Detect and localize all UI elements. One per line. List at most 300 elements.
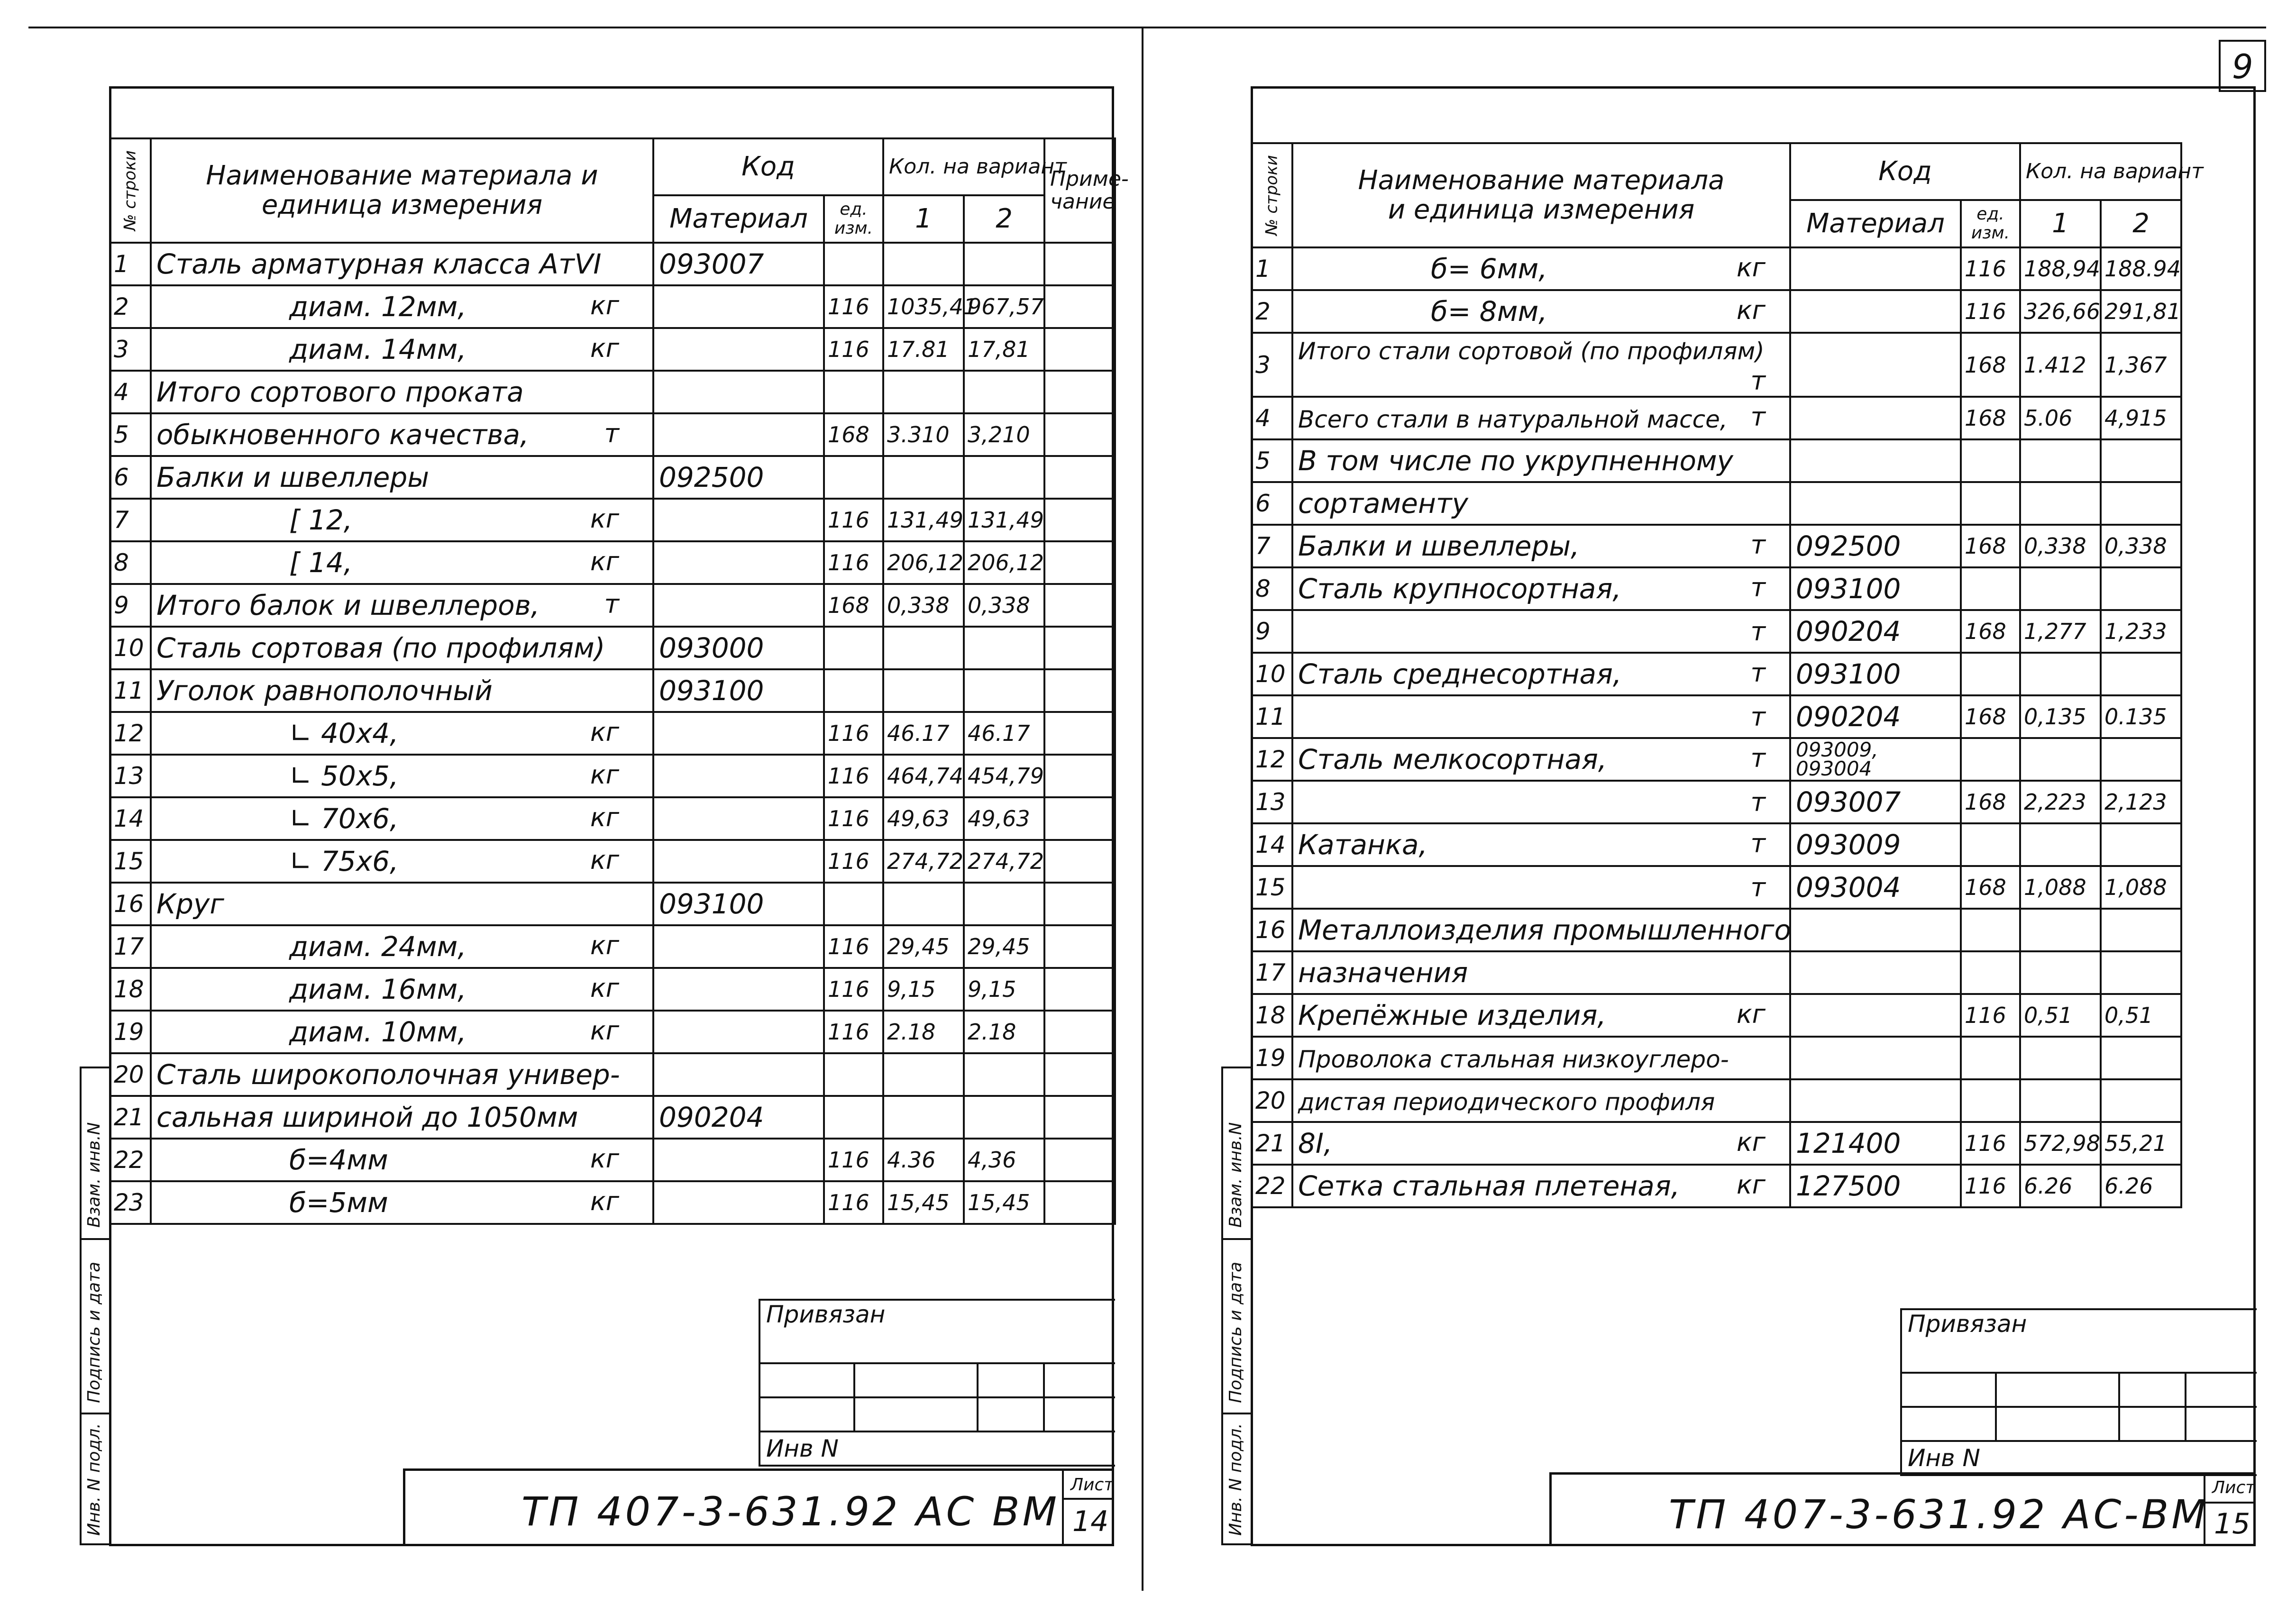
row-qty-v2: 49,63 [964,797,1044,840]
row-unit-word: т [1750,743,1765,773]
row-name: Сталь среднесортная, [1298,658,1622,690]
row-unit-code: 116 [824,1181,883,1224]
row-name: Сталь арматурная класса АтVI [156,248,602,280]
table-row [110,584,1115,627]
row-number: 18 [1252,994,1292,1037]
row-number: 1 [1252,247,1292,290]
table-row [110,712,1115,755]
row-qty-v1 [2020,653,2101,695]
row-qty-v1: 131,49 [883,499,964,541]
table-row [110,1053,1115,1096]
table-row [1252,1165,2181,1207]
row-name: ∟ 70х6, [289,802,399,835]
left-side-sep1 [80,1238,111,1240]
row-qty-v1: 326,66 [2020,290,2101,333]
table-row [1252,525,2181,567]
row-unit-word: т [1750,872,1765,903]
row-number: 15 [1252,866,1292,909]
row-unit-code: 116 [824,1011,883,1053]
row-name: Балки и швеллеры [156,461,430,493]
left-inv-label: Инв N [759,1432,1115,1466]
row-qty-v1: 1,088 [2020,866,2101,909]
row-unit-word: кг [590,504,619,534]
row-qty-v1: 6.26 [2020,1165,2101,1207]
row-number: 10 [1252,653,1292,695]
row-unit-code [824,371,883,413]
row-name-cell [151,968,653,1011]
table-row [1252,290,2181,333]
row-unit-word: т [1750,616,1765,647]
row-name-cell [151,413,653,456]
row-name: б=4мм [289,1144,388,1176]
row-code [1790,994,1961,1037]
row-qty-v2: 1,233 [2101,610,2181,653]
row-qty-v1: 9,15 [883,968,964,1011]
row-qty-v2: 29,45 [964,925,1044,968]
right-spec-table [1251,142,2204,1208]
row-unit-code [824,243,883,285]
row-note [1044,456,1115,499]
row-qty-v2: 967,57 [964,285,1044,328]
table-row [110,371,1115,413]
row-unit-code [1961,823,2020,866]
row-code: 093100 [653,669,824,712]
row-name: обыкновенного качества, [156,419,529,451]
row-number: 6 [110,456,151,499]
row-unit-code: 116 [824,968,883,1011]
row-note [1044,797,1115,840]
col-v1: 1 [883,195,964,243]
right-inv-label: Инв N [1901,1441,2257,1475]
row-qty-v1 [883,456,964,499]
row-number: 16 [110,883,151,925]
row-unit-code [824,883,883,925]
table-row [1252,951,2181,994]
table-row [110,1181,1115,1224]
row-number: 4 [110,371,151,413]
row-code [1790,1037,1961,1079]
row-unit-code: 168 [1961,610,2020,653]
table-row [1252,482,2181,525]
row-code: 093100 [653,883,824,925]
table-row [110,1096,1115,1139]
row-qty-v1: 2,223 [2020,781,2101,823]
row-qty-v2 [964,243,1044,285]
row-qty-v2: 46.17 [964,712,1044,755]
row-unit-code [824,456,883,499]
row-name: б= 6мм, [1431,253,1547,285]
row-name: Итого балок и швеллеров, [156,589,540,621]
row-name-cell [151,371,653,413]
table-row [1252,738,2181,781]
table-row [110,499,1115,541]
row-name: Проволока стальная низкоуглеро- [1298,1046,1729,1073]
row-qty-v2: 0,338 [2101,525,2181,567]
col-rownum: № строки [1252,143,1292,247]
col-unit: ед. изм. [1961,200,2020,247]
row-number: 8 [1252,567,1292,610]
row-name-cell [1292,247,1790,290]
row-unit-word: кг [590,845,619,875]
table-row [110,840,1115,883]
col-rownum: № строки [110,138,151,243]
row-unit-word: кг [590,1186,619,1216]
row-qty-v2: 3,210 [964,413,1044,456]
row-unit-code: 116 [1961,1165,2020,1207]
table-row [110,755,1115,797]
row-name-cell [151,1096,653,1139]
row-unit-word: т [1750,787,1765,817]
table-row [1252,909,2181,951]
row-number: 23 [110,1181,151,1224]
row-qty-v2: 1,088 [2101,866,2181,909]
row-number: 8 [110,541,151,584]
row-qty-v2 [964,371,1044,413]
row-name-cell [151,840,653,883]
row-qty-v2: 0,51 [2101,994,2181,1037]
row-code: 093009 [1790,823,1961,866]
table-row [110,1011,1115,1053]
row-name: диам. 16мм, [289,973,467,1005]
row-note [1044,755,1115,797]
col-name: Наименование материала и единица измерения [151,138,653,243]
row-note [1044,840,1115,883]
row-code [653,797,824,840]
row-name: б= 8мм, [1431,295,1547,328]
row-name-cell [151,1011,653,1053]
row-note [1044,1181,1115,1224]
row-number: 13 [110,755,151,797]
row-unit-code: 116 [824,712,883,755]
row-name-cell [151,669,653,712]
row-code [1790,1079,1961,1122]
table-row [1252,333,2181,397]
row-qty-v1 [883,669,964,712]
row-qty-v2: 4,915 [2101,397,2181,439]
row-code: 092500 [1790,525,1961,567]
row-name-cell [151,627,653,669]
row-code [653,285,824,328]
row-qty-v1 [883,627,964,669]
row-qty-v2: 2,123 [2101,781,2181,823]
row-code [653,925,824,968]
row-code [1790,909,1961,951]
row-name-cell [1292,525,1790,567]
row-note [1044,712,1115,755]
left-side-podpis: Подпись и дата [84,1261,104,1403]
row-unit-word: кг [590,333,619,363]
table-row [110,883,1115,925]
row-number: 14 [1252,823,1292,866]
row-code [1790,482,1961,525]
center-divider [1142,27,1143,1591]
table-row [1252,247,2181,290]
row-note [1044,584,1115,627]
row-number: 19 [1252,1037,1292,1079]
row-qty-v1: 29,45 [883,925,964,968]
row-qty-v1 [2020,951,2101,994]
row-name-cell [1292,1122,1790,1165]
row-qty-v1: 0,338 [883,584,964,627]
row-note [1044,285,1115,328]
row-qty-v2: 6.26 [2101,1165,2181,1207]
row-name: 8I, [1298,1127,1333,1159]
row-note [1044,1096,1115,1139]
row-name: Катанка, [1298,829,1427,861]
row-unit-word: т [604,419,619,448]
row-number: 4 [1252,397,1292,439]
row-unit-code [1961,1037,2020,1079]
row-note [1044,669,1115,712]
row-qty-v1: 0,135 [2020,695,2101,738]
row-qty-v1: 0,338 [2020,525,2101,567]
row-code [653,840,824,883]
table-row [1252,823,2181,866]
row-qty-v1: 4.36 [883,1139,964,1181]
row-qty-v1 [883,371,964,413]
row-name: Круг [156,888,224,920]
row-unit-word: кг [590,802,619,832]
row-code [653,712,824,755]
row-note [1044,328,1115,371]
col-name: Наименование материала и единица измерения [1292,143,1790,247]
row-number: 9 [1252,610,1292,653]
row-qty-v1 [2020,909,2101,951]
row-note [1044,371,1115,413]
row-number: 7 [1252,525,1292,567]
row-code: 093100 [1790,567,1961,610]
page-number: 9 [2232,47,2253,86]
row-qty-v2: 1,367 [2101,333,2181,397]
row-qty-v2 [2101,738,2181,781]
row-name: Балки и швеллеры, [1298,530,1580,562]
row-name-cell [1292,994,1790,1037]
row-name: диам. 12мм, [289,291,467,323]
row-number: 12 [110,712,151,755]
row-qty-v2 [2101,823,2181,866]
row-number: 14 [110,797,151,840]
row-qty-v2: 206,12 [964,541,1044,584]
row-qty-v1: 274,72 [883,840,964,883]
table-row [1252,994,2181,1037]
row-unit-code: 116 [1961,247,2020,290]
row-code [1790,397,1961,439]
right-sheet-label: Лист [2212,1478,2256,1497]
row-qty-v1 [2020,823,2101,866]
row-note [1044,499,1115,541]
row-qty-v2: 454,79 [964,755,1044,797]
row-qty-v2 [964,627,1044,669]
row-unit-code [1961,1079,2020,1122]
table-row [110,669,1115,712]
row-name: Уголок равнополочный [156,675,493,707]
row-code [653,1011,824,1053]
row-unit-word: кг [590,291,619,320]
col-v1: 1 [2020,200,2101,247]
row-name-cell [1292,695,1790,738]
row-number: 19 [110,1011,151,1053]
row-note [1044,1053,1115,1096]
row-number: 13 [1252,781,1292,823]
row-number: 15 [110,840,151,883]
row-unit-word: кг [590,717,619,747]
row-qty-v1: 5.06 [2020,397,2101,439]
row-unit-word: кг [590,930,619,960]
row-qty-v1: 572,98 [2020,1122,2101,1165]
row-unit-code [1961,482,2020,525]
table-row [1252,866,2181,909]
row-number: 10 [110,627,151,669]
row-number: 3 [1252,333,1292,397]
row-number: 11 [110,669,151,712]
row-name-cell [151,584,653,627]
table-row [1252,610,2181,653]
row-unit-code: 116 [1961,1122,2020,1165]
right-side-sep2 [1221,1413,1253,1414]
col-qty: Кол. на вариант [2020,143,2181,200]
row-name: Итого сортового проката [156,376,524,408]
right-doc-code: ТП 407-3-631.92 АС-ВМ [1669,1491,2209,1538]
row-unit-code: 168 [1961,781,2020,823]
row-code [653,968,824,1011]
row-qty-v2: 9,15 [964,968,1044,1011]
row-qty-v1: 49,63 [883,797,964,840]
row-note [1044,883,1115,925]
row-qty-v2: 15,45 [964,1181,1044,1224]
row-qty-v2: 4,36 [964,1139,1044,1181]
row-code: 093007 [1790,781,1961,823]
row-name-cell [151,285,653,328]
row-name-cell [151,456,653,499]
left-spec-table [109,137,1129,1225]
row-code [1790,290,1961,333]
row-qty-v1: 15,45 [883,1181,964,1224]
row-name-cell [1292,866,1790,909]
row-qty-v2 [2101,482,2181,525]
row-number: 7 [110,499,151,541]
row-name: сортаменту [1298,487,1468,520]
left-privyazan-label: Привязан [759,1300,1115,1363]
row-code [653,755,824,797]
row-code [653,413,824,456]
row-qty-v1: 464,74 [883,755,964,797]
table-row [1252,695,2181,738]
row-unit-code: 116 [824,285,883,328]
row-name-cell [1292,909,1790,951]
row-name: Всего стали в натуральной массе, [1298,406,1728,433]
right-side-vzam: Взам. инв.N [1226,1122,1245,1228]
row-unit-word: кг [1737,253,1765,283]
row-unit-word: т [1750,658,1765,688]
right-sheet-number: 15 [2214,1507,2250,1541]
table-row [1252,439,2181,482]
row-name: ∟ 75х6, [289,845,399,877]
row-name: В том числе по укрупненному [1298,445,1734,477]
row-name: Сталь крупносортная, [1298,573,1621,605]
left-side-inv: Инв. N подл. [84,1423,104,1536]
row-unit-word: кг [590,547,619,576]
row-unit-word: т [604,589,619,619]
table-row [1252,1037,2181,1079]
row-code: 121400 [1790,1122,1961,1165]
table-row [110,797,1115,840]
row-qty-v2 [2101,653,2181,695]
row-code: 093100 [1790,653,1961,695]
row-qty-v2 [964,669,1044,712]
row-unit-word: кг [590,760,619,790]
row-unit-word: т [1750,702,1765,732]
row-qty-v1: 1.412 [2020,333,2101,397]
right-privyazan-label: Привязан [1901,1309,2257,1373]
row-qty-v1: 1,277 [2020,610,2101,653]
row-unit-word: кг [1737,999,1765,1029]
row-name-cell [1292,610,1790,653]
row-qty-v1 [2020,1037,2101,1079]
row-number: 2 [110,285,151,328]
row-unit-code [1961,738,2020,781]
row-name: [ 14, [289,547,353,579]
row-unit-word: т [1750,530,1765,560]
row-qty-v2: 17,81 [964,328,1044,371]
col-code: Код [653,138,883,195]
row-number: 17 [1252,951,1292,994]
row-qty-v2: 131,49 [964,499,1044,541]
left-side-sep2 [80,1413,111,1414]
row-name-cell [1292,823,1790,866]
row-number: 17 [110,925,151,968]
row-code [653,371,824,413]
row-name-cell [1292,397,1790,439]
row-qty-v2 [2101,951,2181,994]
row-note [1044,413,1115,456]
row-code: 090204 [653,1096,824,1139]
row-number: 22 [110,1139,151,1181]
row-code [1790,333,1961,397]
row-name-cell [151,1139,653,1181]
row-unit-code [1961,439,2020,482]
row-code: 093004 [1790,866,1961,909]
row-unit-word: т [1750,829,1765,858]
row-name: ∟ 40х4, [289,717,399,749]
table-row [110,968,1115,1011]
row-number: 21 [110,1096,151,1139]
row-code [653,328,824,371]
left-privyazan-stamp [759,1299,1115,1467]
row-qty-v2 [964,456,1044,499]
row-number: 3 [110,328,151,371]
right-privyazan-stamp [1900,1308,2257,1476]
row-name: диам. 14мм, [289,333,467,365]
row-unit-code: 168 [824,584,883,627]
row-name-cell [1292,333,1790,397]
row-qty-v1 [2020,439,2101,482]
row-qty-v2 [964,1096,1044,1139]
right-side-podpis: Подпись и дата [1226,1261,1245,1403]
table-row [110,925,1115,968]
row-name-cell [1292,439,1790,482]
row-name: сальная шириной до 1050мм [156,1101,578,1133]
row-name-cell [1292,653,1790,695]
row-code [1790,951,1961,994]
row-number: 22 [1252,1165,1292,1207]
left-sheet-cell-sep [1062,1498,1114,1500]
row-unit-word: т [1750,573,1765,602]
row-unit-word: кг [1737,1127,1765,1157]
row-unit-word: кг [590,1016,619,1046]
table-row [110,328,1115,371]
row-number: 5 [1252,439,1292,482]
row-qty-v1: 188,94 [2020,247,2101,290]
